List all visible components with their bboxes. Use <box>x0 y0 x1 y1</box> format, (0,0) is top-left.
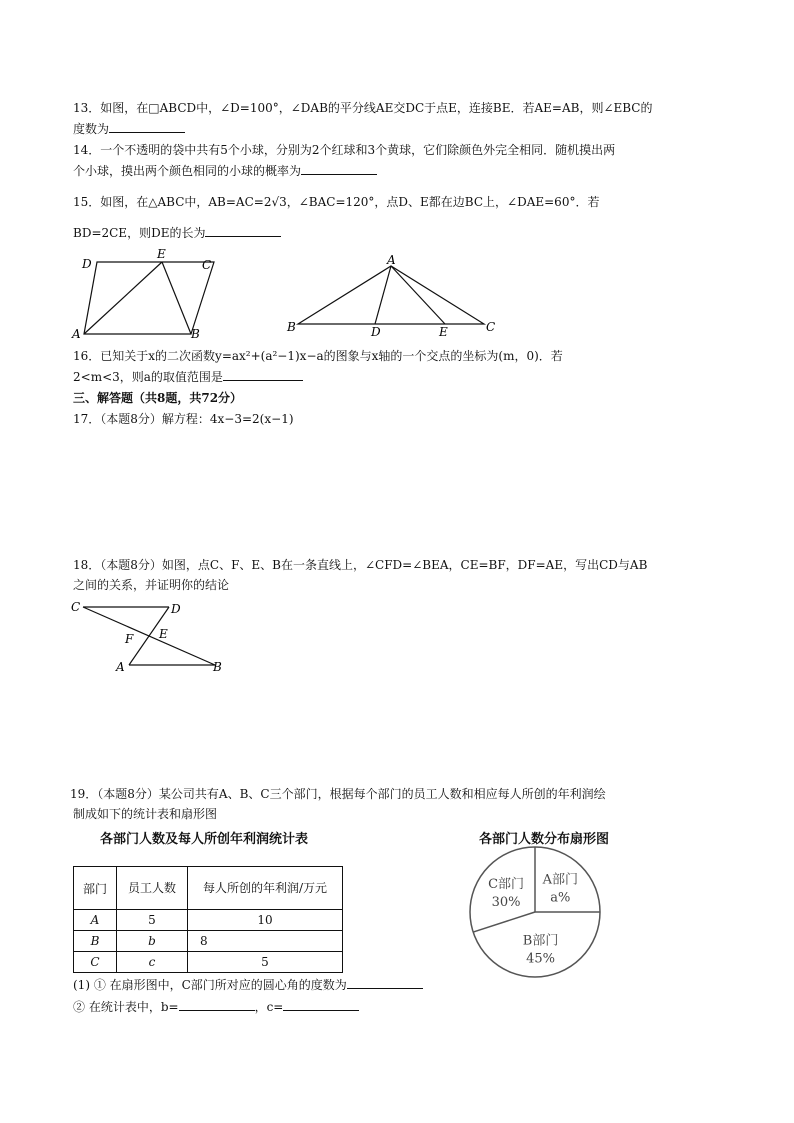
cell-staff: c <box>117 952 188 973</box>
cell-profit: 5 <box>188 952 343 973</box>
q19-sub1: (1) ① 在扇形图中，C部门所对应的圆心角的度数为 <box>73 976 423 993</box>
label-A: A <box>387 254 396 267</box>
segment-AE <box>84 262 162 334</box>
stats-table <box>73 866 343 973</box>
cell-profit: 10 <box>188 910 343 931</box>
section3-title: 三、解答题（共8题，共72分） <box>73 391 243 405</box>
label-C: C <box>202 258 212 272</box>
q16-line2: 2<m<3，则a的取值范围是 <box>73 368 303 385</box>
q19-b-blank[interactable] <box>179 998 255 1011</box>
pie-slice-name: C部门 <box>488 876 525 892</box>
table-row <box>74 910 343 931</box>
q14-line1: 14．一个不透明的袋中共有5个小球，分别为2个红球和3个黄球，它们除颜色外完全相同．随机摸出两 <box>73 143 616 157</box>
q16-answer-blank[interactable] <box>223 368 303 381</box>
pie-slice-name: B部门 <box>522 933 559 949</box>
pie-slice-pct: 45% <box>526 951 556 967</box>
parallelogram-figure <box>70 248 220 340</box>
label-D: D <box>371 325 381 339</box>
table-header-row <box>74 867 343 910</box>
q14-answer-blank[interactable] <box>301 162 377 175</box>
label-D: D <box>82 257 92 271</box>
pie-slice-pct: a% <box>550 890 571 906</box>
header-profit: 每人所创的年利润/万元 <box>188 867 343 910</box>
label-E: E <box>157 248 166 261</box>
label-B: B <box>287 320 296 334</box>
label-E: E <box>159 627 168 641</box>
q18-line1: 18．（本题8分）如图，点C、F、E、B在一条直线上，∠CFD=∠BEA，CE=BF，DF=AE，写出CD与AB <box>73 558 648 572</box>
table-row <box>74 952 343 973</box>
q19-sub2: ② 在统计表中，b= ，c= <box>73 998 359 1015</box>
cell-staff: b <box>117 931 188 952</box>
label-C: C <box>486 320 496 334</box>
q13-line1: 13．如图，在□ABCD中，∠D=100°，∠DAB的平分线AE交DC于点E，连接BE．若AE=AB，则∠EBC的 <box>73 101 653 115</box>
q19-line2: 制成如下的统计表和扇形图 <box>73 807 218 821</box>
label-B: B <box>213 660 222 674</box>
q16-line1: 16．已知关于x的二次函数y=ax²+(a²−1)x−a的图象与x轴的一个交点的坐标为(m，0)．若 <box>73 349 563 363</box>
q18-line2: 之间的关系，并证明你的结论 <box>73 578 230 592</box>
q19-line1: 19．（本题8分）某公司共有A、B、C三个部门，根据每个部门的员工人数和相应每人所创的年利润绘 <box>70 787 606 801</box>
label-A: A <box>116 660 125 674</box>
cell-dept: B <box>74 931 117 952</box>
q19-c-blank[interactable] <box>283 998 359 1011</box>
segment-BE <box>162 262 191 334</box>
label-B: B <box>191 327 200 340</box>
table-title: 各部门人数及每人所创年利润统计表 <box>100 832 309 847</box>
q13-line2: 度数为 <box>73 120 185 137</box>
label-D: D <box>171 602 181 616</box>
pie-title: 各部门人数分布扇形图 <box>479 832 610 847</box>
cell-profit: 8 <box>188 931 343 952</box>
q18-figure <box>68 597 228 677</box>
cell-staff: 5 <box>117 910 188 931</box>
q15-line1: 15．如图，在△ABC中，AB=AC=2√3，∠BAC=120°，点D、E都在边BC上，∠DAE=60°．若 <box>73 195 600 209</box>
label-F: F <box>125 632 134 646</box>
triangle-ABC <box>298 266 484 324</box>
triangle-figure <box>283 254 501 340</box>
q15-answer-blank[interactable] <box>205 224 281 237</box>
pie-slice-pct: 30% <box>491 894 521 910</box>
table-row <box>74 931 343 952</box>
q17-text: 17．（本题8分）解方程：4x−3=2(x−1) <box>73 412 294 426</box>
label-E: E <box>439 325 448 339</box>
header-staff: 员工人数 <box>117 867 188 910</box>
pie-slice-name: A部门 <box>542 872 578 888</box>
q15-line2: BD=2CE，则DE的长为 <box>73 224 281 241</box>
label-C: C <box>71 600 81 614</box>
parallelogram-shape <box>84 262 214 334</box>
q13-answer-blank[interactable] <box>109 120 185 133</box>
pie-chart <box>460 842 610 982</box>
cell-dept: C <box>74 952 117 973</box>
label-A: A <box>72 327 81 340</box>
q19-c-angle-blank[interactable] <box>347 976 423 989</box>
header-dept: 部门 <box>74 867 117 910</box>
cell-dept: A <box>74 910 117 931</box>
q14-line2: 个小球，摸出两个颜色相同的小球的概率为 <box>73 162 377 179</box>
